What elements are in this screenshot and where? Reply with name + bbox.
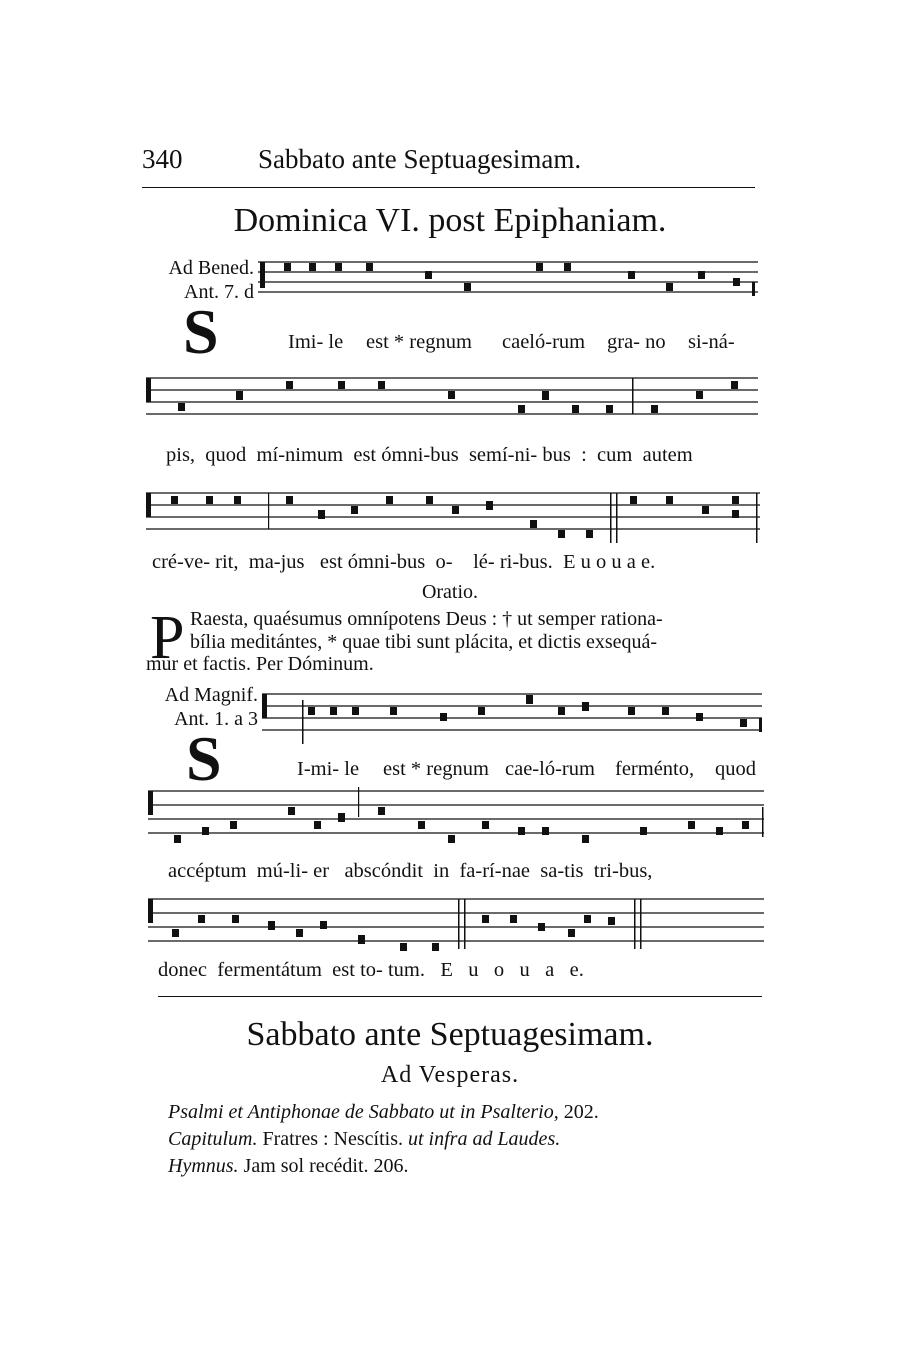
syllable: cae-ló-rum: [505, 758, 595, 780]
neume: [418, 821, 425, 829]
running-head: [142, 144, 767, 184]
running-title: Sabbato ante Septuagesimam.: [258, 144, 582, 174]
bar-line: [358, 787, 359, 817]
syllable: gra- no: [607, 331, 666, 353]
prayer-text-line: Raesta, quaésumus omnípotens Deus : † ut semper rationa-: [190, 608, 663, 630]
initial-letter: S: [183, 296, 219, 367]
double-bar: [610, 493, 612, 543]
final-bar: [756, 493, 758, 543]
neume: [702, 506, 709, 514]
neume: [606, 405, 613, 413]
neume: [286, 381, 293, 389]
neume: [564, 263, 571, 271]
rubric-italic: Psalmi et Antiphonae de Sabbato ut in Psalterio,: [168, 1101, 559, 1123]
rubric-italic: ut infra ad Laudes.: [407, 1128, 561, 1150]
neume: [586, 530, 593, 538]
rubric-line: [168, 1155, 409, 1178]
rubric-italic: Capitulum.: [168, 1128, 258, 1150]
neume: [526, 695, 533, 704]
bar-line: [268, 493, 269, 529]
neume: [232, 915, 239, 923]
neume: [478, 707, 485, 715]
neume: [688, 821, 695, 829]
neume: [651, 405, 658, 413]
rubric-italic: Hymnus.: [168, 1155, 239, 1177]
neume: [288, 807, 295, 815]
neume: [732, 496, 739, 504]
neume: [558, 707, 565, 715]
neume: [230, 821, 237, 829]
neume: [378, 807, 385, 815]
c-clef: [146, 378, 151, 402]
syllable: est * regnum: [383, 758, 489, 780]
section-rule: [158, 996, 762, 997]
neume: [400, 943, 407, 951]
neume: [296, 929, 303, 937]
neume: [198, 915, 205, 923]
neume: [171, 496, 178, 504]
page-number: 340: [142, 144, 183, 174]
neume: [510, 915, 517, 923]
neume: [202, 827, 209, 835]
neume: [628, 707, 635, 715]
neume: [731, 381, 738, 389]
c-clef: [148, 791, 153, 815]
neume: [448, 391, 455, 399]
section-title: Dominica VI. post Epiphaniam.: [233, 202, 667, 239]
chant-staff: [258, 258, 758, 310]
double-bar: [458, 899, 460, 949]
neume: [482, 821, 489, 829]
neume: [662, 707, 669, 715]
oratio-heading: Oratio.: [421, 581, 479, 603]
lyrics-line: cré-ve- rit, ma-jus est ómni-bus o- lé- ri-bus. E u o u a e.: [152, 551, 656, 573]
antiphon-cue-office: Ad Magnif.: [164, 684, 258, 706]
initial-letter: S: [186, 723, 222, 794]
section-title: Sabbato ante Septuagesimam.: [246, 1016, 654, 1053]
neume: [486, 501, 493, 510]
neume: [318, 510, 325, 519]
neume: [352, 707, 359, 715]
neume: [740, 719, 747, 727]
neume: [440, 713, 447, 721]
header-rule: [142, 187, 755, 188]
antiphon-cue-mode: Ant. 7. d: [184, 281, 254, 303]
chant-staff: [146, 489, 760, 541]
c-clef: [260, 262, 265, 288]
syllable: I-mi- le: [297, 758, 360, 780]
neume: [716, 827, 723, 835]
neume: [518, 827, 525, 835]
neume: [378, 381, 385, 389]
chant-staff: [148, 787, 764, 847]
rubric-line: [168, 1101, 599, 1124]
neume: [568, 929, 575, 937]
lyrics-line: pis, quod mí-nimum est ómni-bus semí-ni- bus : cum autem: [166, 444, 693, 466]
syllable: caeló-rum: [502, 331, 586, 353]
neume: [335, 263, 342, 271]
neume: [542, 827, 549, 835]
neume: [174, 835, 181, 843]
neume: [572, 405, 579, 413]
neume: [666, 283, 673, 291]
neume: [432, 943, 439, 951]
neume: [172, 929, 179, 937]
c-clef: [146, 493, 151, 517]
neume: [666, 496, 673, 504]
c-clef: [148, 899, 153, 923]
neume: [696, 713, 703, 721]
neume: [330, 707, 337, 715]
chant-staff: [262, 690, 762, 746]
neume: [558, 530, 565, 538]
neume: [582, 835, 589, 843]
chant-staff: [146, 374, 758, 426]
neume: [640, 827, 647, 835]
syllable: ferménto,: [615, 758, 695, 780]
rubric-roman: 202.: [558, 1101, 599, 1123]
double-bar: [640, 899, 642, 949]
neume: [732, 510, 739, 518]
neume: [698, 271, 705, 279]
neume: [630, 496, 637, 504]
neume: [320, 921, 327, 929]
neume: [351, 506, 358, 514]
neume: [452, 506, 459, 514]
double-bar: [616, 493, 618, 543]
syllable: Imi- le: [288, 331, 344, 353]
syllable: si-ná-: [688, 331, 735, 353]
custos: [759, 718, 762, 732]
neume: [338, 381, 345, 389]
neume: [542, 391, 549, 400]
neume: [696, 391, 703, 399]
custos: [752, 282, 755, 296]
neume: [309, 263, 316, 271]
rubric-roman: Fratres : Nescítis.: [257, 1128, 408, 1150]
drop-initial: P: [150, 604, 185, 672]
bar-line: [762, 807, 764, 837]
neume: [538, 923, 545, 931]
double-bar: [634, 899, 636, 949]
neume: [464, 283, 471, 291]
neume: [338, 813, 345, 822]
neume: [608, 917, 615, 925]
neume: [536, 263, 543, 271]
bar-line: [302, 700, 304, 744]
neume: [366, 263, 373, 271]
neume: [358, 935, 365, 944]
syllable: quod: [715, 758, 756, 780]
neume: [268, 921, 275, 930]
neume: [530, 520, 537, 528]
antiphon-cue-office: Ad Bened.: [168, 257, 254, 279]
neume: [234, 496, 241, 504]
neume: [236, 391, 243, 400]
bar-line: [632, 378, 634, 414]
syllable: est * regnum: [366, 331, 472, 353]
neume: [628, 271, 635, 279]
neume: [206, 496, 213, 504]
neume: [582, 702, 589, 711]
neume: [314, 821, 321, 829]
rubric-roman: Jam sol recédit. 206.: [238, 1155, 409, 1177]
neume: [390, 707, 397, 715]
neume: [482, 915, 489, 923]
prayer-text-line: bília meditántes, * quae tibi sunt plácita, et dictis exsequá-: [190, 631, 658, 653]
c-clef: [262, 694, 267, 718]
neume: [742, 821, 749, 829]
prayer-text-line: mur et factis. Per Dóminum.: [146, 653, 374, 675]
neume: [286, 496, 293, 504]
neume: [178, 403, 185, 411]
neume: [518, 405, 525, 413]
neume: [284, 263, 291, 271]
neume: [733, 278, 740, 286]
neume: [426, 496, 433, 504]
chant-staff: [148, 895, 764, 955]
neume: [425, 271, 432, 279]
neume: [308, 707, 315, 715]
rubric-line: [168, 1128, 560, 1151]
neume: [386, 496, 393, 504]
double-bar: [464, 899, 466, 949]
neume: [448, 835, 455, 843]
section-subtitle: Ad Vesperas.: [380, 1062, 520, 1088]
lyrics-line: accéptum mú-li- er abscóndit in fa-rí-nae sa-tis tri-bus,: [168, 860, 653, 882]
lyrics-line: donec fermentátum est to- tum. E u o u a e.: [158, 959, 584, 981]
antiphon-cue-mode: Ant. 1. a 3: [174, 708, 258, 730]
neume: [584, 915, 591, 923]
